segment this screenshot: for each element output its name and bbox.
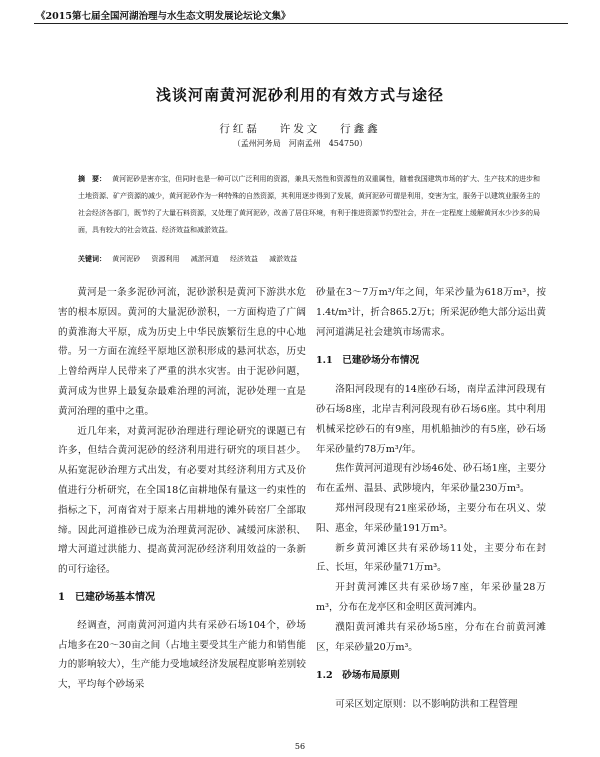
page-number: 56 <box>294 742 306 751</box>
paper-title: 浅谈河南黄河泥砂利用的有效方式与途径 <box>155 86 444 104</box>
keyword: 经济效益 <box>229 255 258 263</box>
keyword: 资源利用 <box>151 255 180 263</box>
body-column-left <box>58 283 306 695</box>
body-column-right <box>316 283 546 715</box>
body-paragraph: 经调查，河南黄河河道内共有采砂石场104个，砂场占地多在20～30亩之间（占地主要受其生产能力和销售能力的影响较大），生产能力受地域经济发展程度影响差别较大，平均每个砂场采 <box>58 619 306 691</box>
body-paragraph: 洛阳河段现有的14座砂石场，南岸孟津河段现有砂石场8座，北岸吉利河段现有砂石场6座。其中利用机械采挖砂石的有9座，用机船抽沙的有5座，砂石场年采砂量约78万m³/年。 <box>316 384 546 455</box>
keywords-label: 关键词： <box>78 254 106 263</box>
author-list <box>0 121 600 136</box>
body-paragraph: 可采区划定原则：以不影响防洪和工程管理 <box>335 699 518 711</box>
body-paragraph: 近几年来，对黄河泥砂治理进行理论研究的课题已有许多，但结合黄河泥砂的经济利用进行研究的项目甚少。从拓宽泥砂治理方式出发，有必要对其经济利用方式及价值进行分析研究，在全国18亿亩耕地保有量这一约束性的指标之下，河南省对于原来占用耕地的滩外砖窑厂全部取缔。因此河道推砂已成为治理黄河泥砂、减缓河床淤积、增大河道过洪能力、提高黄河泥砂经济利用效益的一条新的可行途径。 <box>58 425 306 576</box>
subsection-heading: 1.1 已建砂场分布情况 <box>316 355 420 367</box>
body-paragraph: 砂量在3～7万m³/年之间，年采沙量为618万m³，按1.4t/m³计，折合865.2万t；所采泥砂绝大部分运出黄河河道满足社会建筑市场需求。 <box>316 287 546 338</box>
body-paragraph: 郑州河段现有21座采砂场，主要分布在巩义、荥阳、惠金，年采砂量191万m³。 <box>316 502 546 534</box>
affiliation: （孟州河务局 河南孟州 454750） <box>232 139 368 148</box>
abstract <box>78 170 540 239</box>
keywords <box>78 254 540 264</box>
author-name: 许发文 <box>279 123 321 135</box>
section-heading: 1 已建砂场基本情况 <box>58 591 155 603</box>
body-paragraph: 焦作黄河河道现有沙场46处、砂石场1座，主要分布在孟州、温县、武陟境内，年采砂量230万m³。 <box>316 463 546 495</box>
keyword: 减淤河道 <box>190 255 219 263</box>
author-name: 行鑫鑫 <box>340 123 381 135</box>
keyword: 减淤效益 <box>269 255 298 263</box>
body-paragraph: 黄河是一条多泥砂河流，泥砂淤积是黄河下游洪水危害的根本原因。黄河的大量泥砂淤积，一方面构造了广阔的黄淮海大平原，成为历史上中华民族繁衍生息的中心地带。另一方面在流经平原地区淤积形成的悬河状态，历史上曾给两岸人民带来了严重的洪水灾害。由于泥砂问题，黄河成为世界上最复杂最难治理的河流，泥砂处理一直是黄河治理的重中之重。 <box>58 287 306 417</box>
author-name: 行红磊 <box>219 123 260 135</box>
running-header: 《2015第七届全国河湖治理与水生态文明发展论坛论文集》 <box>36 11 291 22</box>
header-divider <box>34 23 568 24</box>
subsection-heading: 1.2 砂场布局原则 <box>316 670 400 682</box>
keyword: 黄河泥砂 <box>112 255 141 263</box>
abstract-label: 摘 要： <box>78 174 107 183</box>
body-paragraph: 濮阳黄河滩共有采砂场5座，分布在台前黄河滩区，年采砂量20万m³。 <box>316 621 546 653</box>
abstract-text: 黄河泥砂是害亦宝，但同时也是一种可以广泛利用的资源，兼具天然性和资源性的双重属性，随着我国建筑市场的扩大、生产技术的进步和土地资源、矿产资源的减少，黄河泥砂作为一种特殊的自然资源，其利用逐步得到了发展，黄河泥砂可谓是利用，变害为宝，服务于以建筑业服务主的社会经济各部门，既节约了大量石料资源，又处理了黄河泥砂，改善了居住环境，有利于推进资源节约型社会，并在一定程度上缓解黄河水少沙多的局面，具有较大的社会效益、经济效益和减淤效益。 <box>78 175 540 234</box>
body-paragraph: 开封黄河滩区共有采砂场7座，年采砂量28万m³，分布在龙亭区和金明区黄河滩内。 <box>316 582 546 613</box>
body-paragraph: 新乡黄河滩区共有采砂场11处，主要分布在封丘、长垣，年采砂量71万m³。 <box>316 542 546 574</box>
